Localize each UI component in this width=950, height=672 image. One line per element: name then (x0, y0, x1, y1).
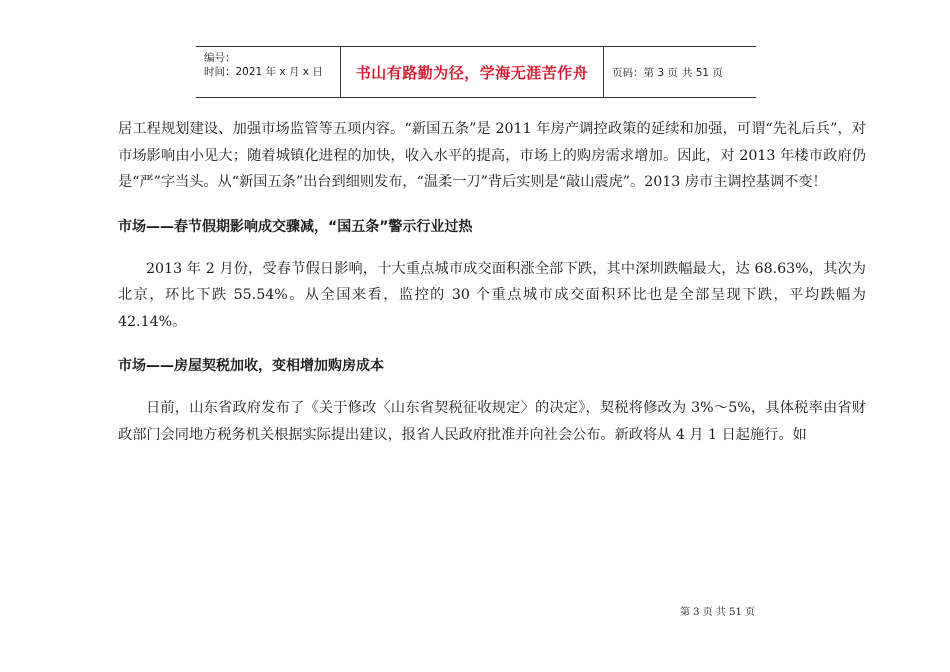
time-label: 时间：2021 年 x 月 x 日 (204, 66, 323, 78)
page-footer: 第 3 页 共 51 页 (680, 607, 755, 618)
document-body (118, 116, 866, 448)
section-heading-1: 市场——春节假期影响成交骤减，“国五条”警示行业过热 (118, 218, 473, 235)
paragraph-2: 2013 年 2 月份，受春节假日影响，十大重点城市成交面积涨全部下跌，其中深圳跌幅最大，达 68.63%，其次为北京，环比下跌 55.54%。从全国来看，监控的 30 个重点城市成交面积环比也是全部呈现下跌，平均跌幅为 42.14%。 (118, 260, 866, 330)
motto: 书山有路勤为径，学海无涯苦作舟 (340, 47, 604, 97)
page-label: 页码：第 3 页 (612, 66, 678, 79)
total-label: 共 51 页 (681, 66, 723, 79)
page-header (196, 46, 756, 98)
section-heading-2: 市场——房屋契税加收，变相增加购房成本 (118, 358, 384, 374)
paragraph-1: 居工程规划建设、加强市场监管等五项内容。“新国五条”是 2011 年房产调控政策的延续和加强，可谓“先礼后兵”，对市场影响由小见大；随着城镇化进程的加快，收入水平的提高，市场上的购房需求增加。因此，对 2013 年楼市政府仍是“严”字当头。从“新国五条”出台到细则发布，“温柔一刀”背后实则是“敲山震虎”。2013 房市主调控基调不变！ (118, 121, 866, 190)
number-label: 编号： (204, 52, 236, 64)
header-right-cell (604, 47, 756, 97)
header-left-cell (196, 47, 340, 97)
paragraph-3: 日前，山东省政府发布了《关于修改〈山东省契税征收规定〉的决定》，契税将修改为 3%～5%，具体税率由省财政部门会同地方税务机关根据实际提出建议，报省人民政府批准并向社会公布。新政将从 4 月 1 日起施行。如 (118, 400, 866, 443)
